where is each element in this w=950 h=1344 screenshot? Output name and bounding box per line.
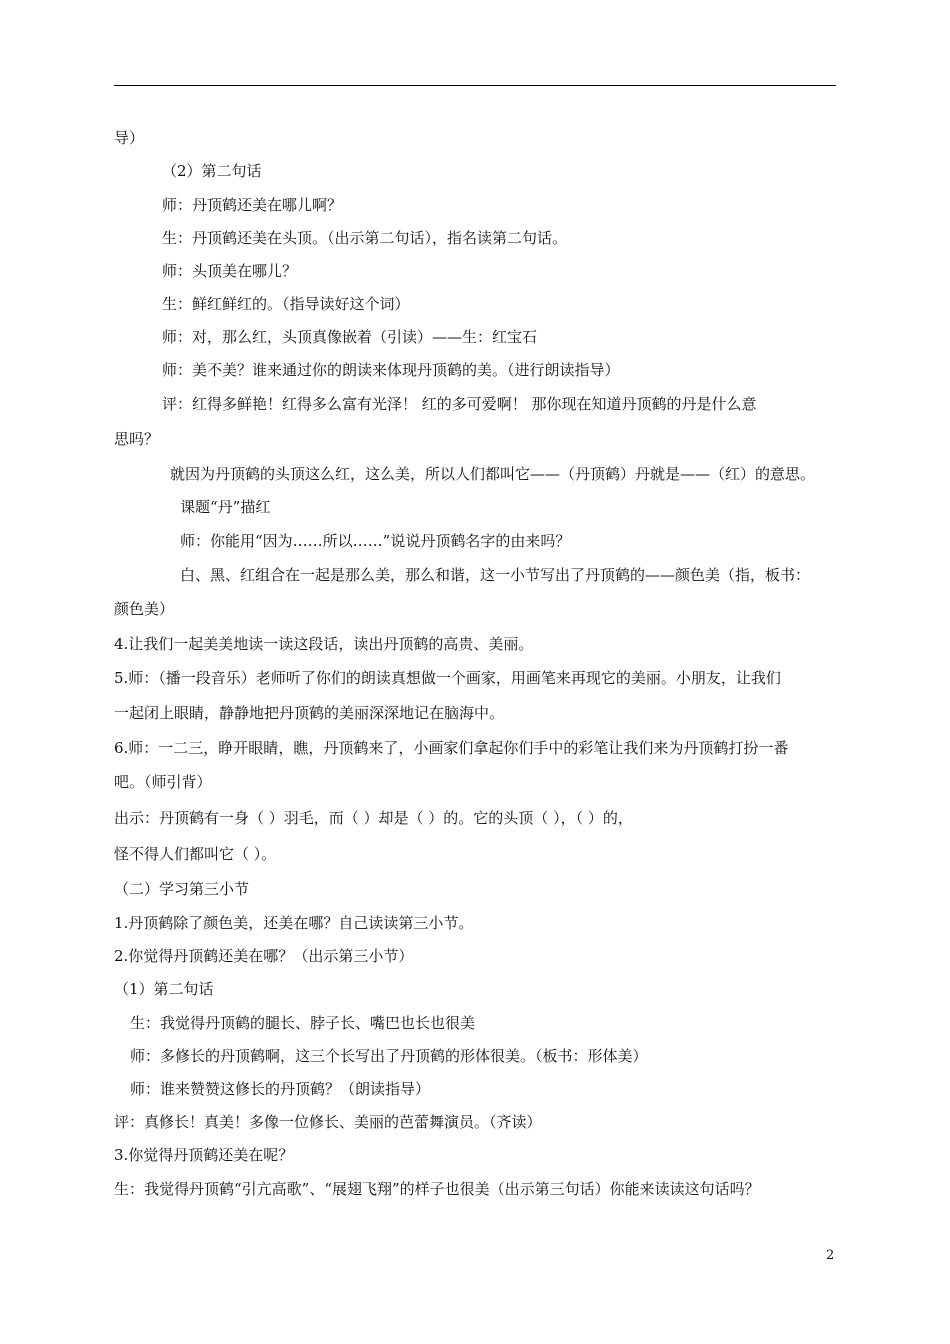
text-line: 生：我觉得丹顶鹤的腿长、脖子长、嘴巴也长也很美	[130, 1014, 476, 1032]
header-rule	[114, 85, 836, 86]
text-line: 3.你觉得丹顶鹤还美在呢？	[114, 1146, 294, 1164]
text-line: 思吗？	[114, 430, 160, 448]
text-line: 吧。（师引背）	[114, 773, 212, 791]
text-line: 课题“丹”描红	[180, 498, 271, 516]
text-line: 评：红得多鲜艳！红得多么富有光泽！ 红的多可爱啊！ 那你现在知道丹顶鹤的丹是什么意	[162, 395, 757, 413]
text-line: 评：真修长！真美！多像一位修长、美丽的芭蕾舞演员。（齐读）	[114, 1113, 542, 1131]
text-line: 5.师：（播一段音乐）老师听了你们的朗读真想做一个画家，用画笔来再现它的美丽。小朋友，让我们	[114, 669, 781, 687]
page-number: 2	[826, 1248, 835, 1263]
text-line: 导）	[114, 129, 145, 147]
text-line: 4.让我们一起美美地读一读这段话，读出丹顶鹤的高贵、美丽。	[114, 635, 534, 653]
text-line: 一起闭上眼睛，静静地把丹顶鹤的美丽深深地记在脑海中。	[114, 704, 505, 722]
text-line: 6.师：一二三，睁开眼睛，瞧，丹顶鹤来了，小画家们拿起你们手中的彩笔让我们来为丹顶鹤打扮一番	[114, 739, 789, 757]
text-line: 师：美不美？谁来通过你的朗读来体现丹顶鹤的美。（进行朗读指导）	[162, 361, 620, 379]
text-line: （2）第二句话	[162, 162, 262, 180]
text-line: 师：多修长的丹顶鹤啊，这三个长写出了丹顶鹤的形体很美。（板书：形体美）	[130, 1047, 648, 1065]
text-line: 师：你能用“因为……所以……”说说丹顶鹤名字的由来吗？	[180, 532, 571, 550]
text-line: 白、黑、红组合在一起是那么美，那么和谐，这一小节写出了丹顶鹤的——颜色美（指，板书：	[180, 566, 811, 584]
text-line: 颜色美）	[114, 600, 175, 618]
text-line: 师：丹顶鹤还美在哪儿啊？	[162, 196, 343, 214]
text-line: 1.丹顶鹤除了颜色美，还美在哪？自己读读第三小节。	[114, 914, 474, 932]
text-line: 生：我觉得丹顶鹤“引亢高歌”、“展翅飞翔”的样子也很美（出示第三句话）你能来读读这句话吗？	[114, 1180, 760, 1198]
text-line: （二）学习第三小节	[114, 880, 250, 898]
text-line: （1）第二句话	[114, 980, 214, 998]
text-line: 师：对，那么红，头顶真像嵌着（引读）——生：红宝石	[162, 328, 538, 346]
text-line: 师：谁来赞赞这修长的丹顶鹤？（朗读指导）	[130, 1080, 431, 1098]
text-line: 出示：丹顶鹤有一身（ ）羽毛，而（ ）却是（ ）的。它的头顶（ ），（ ）的，	[114, 809, 633, 827]
text-line: 生：丹顶鹤还美在头顶。（出示第二句话），指名读第二句话。	[162, 229, 568, 247]
text-line: 怪不得人们都叫它（ ）。	[114, 845, 277, 863]
text-line: 就因为丹顶鹤的头顶这么红，这么美，所以人们都叫它——（丹顶鹤）丹就是——（红）的意思。	[170, 465, 816, 483]
text-line: 生：鲜红鲜红的。（指导读好这个词）	[162, 295, 410, 313]
text-line: 2.你觉得丹顶鹤还美在哪？（出示第三小节）	[114, 947, 414, 965]
text-line: 师：头顶美在哪儿？	[162, 262, 298, 280]
